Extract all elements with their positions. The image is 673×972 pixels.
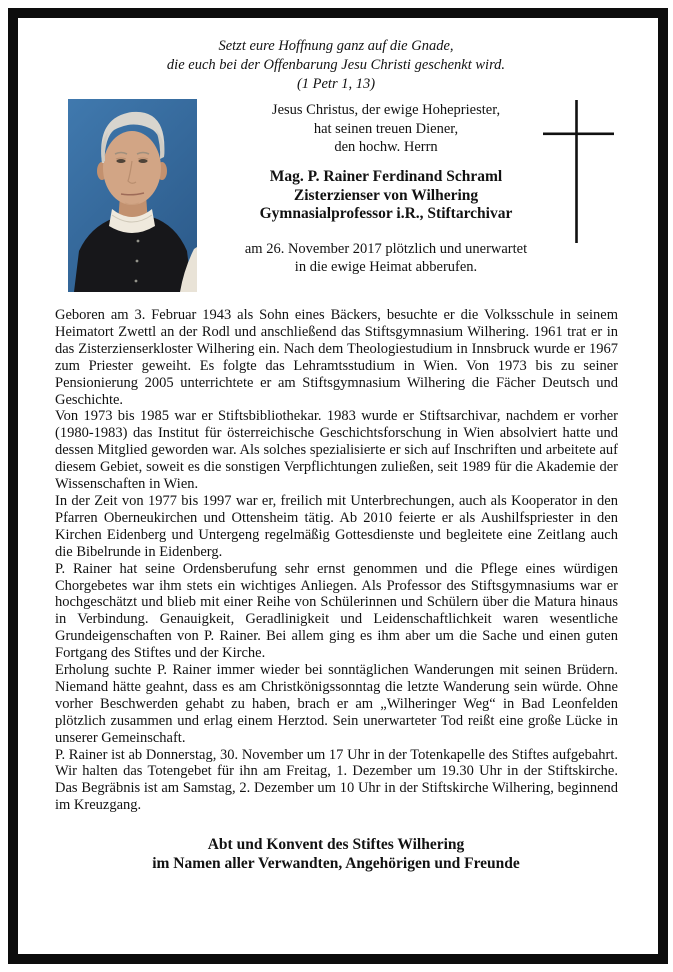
- death-notice: [197, 241, 575, 276]
- portrait-photo: [68, 99, 197, 292]
- intro-line: Jesus Christus, der ewige Hohepriester,: [271, 102, 501, 118]
- scripture-quote-line: die euch bei der Offenbarung Jesu Christi geschenkt wird.: [166, 57, 506, 73]
- death-notice-line: am 26. November 2017 plötzlich und unerwartet: [244, 241, 528, 257]
- header-text-column: [197, 0, 575, 300]
- obituary-text: [55, 307, 618, 814]
- deceased-title: Gymnasialprofessor i.R., Stiftarchivar: [259, 205, 513, 222]
- deceased-name: Mag. P. Rainer Ferdinand Schraml: [269, 168, 503, 185]
- intro-line: hat seinen treuen Diener,: [313, 120, 459, 137]
- obituary-paragraph: Erholung suchte P. Rainer immer wieder bei sonntäglichen Wanderungen mit seinen Brüdern. Niemand hätte geahnt, dass es am Christkönigssonntag die letzte Wanderung sein würde. Ohne vorher Beschwerden gehabt zu haben, brach er am „Wilheringer Weg“ in Bad Leonfelden plötzlich zusammen und erlag einem Herztod. Sein unerwarteter Tod reißt eine große Lücke in unserer Gemeinschaft.: [55, 662, 618, 746]
- closing-signature: [6, 836, 666, 873]
- obituary-paragraph: Geboren am 3. Februar 1943 als Sohn eines Bäckers, besuchte er die Volksschule in seinem Heimatort Zwettl an der Rodl und anschließend das Stiftsgymnasium Wilhering. 1961 trat er in das Zisterzienserkloster Wilhering ein. Nach dem Theologiestudium in Innsbruck wurde er 1967 zum Priester geweiht. Es folgte das Lehramtsstudium in Wien. Von 1973 bis zu seiner Pensionierung 2005 unterrichtete er am Stiftsgymnasium Wilhering die Fächer Deutsch und Geschichte.: [55, 307, 618, 408]
- closing-line: Abt und Konvent des Stiftes Wilhering: [207, 836, 465, 853]
- cross-icon: [540, 98, 618, 248]
- deceased-order: Zisterzienser von Wilhering: [293, 186, 479, 204]
- intro-line: den hochw. Herrn: [334, 139, 438, 155]
- scripture-quote-line: Setzt eure Hoffnung ganz auf die Gnade,: [218, 38, 454, 54]
- closing-line: im Namen aller Verwandten, Angehörigen und Freunde: [152, 854, 520, 872]
- obituary-paragraph: P. Rainer ist ab Donnerstag, 30. November um 17 Uhr in der Totenkapelle des Stiftes aufgebahrt. Wir halten das Totengebet für ihn am Freitag, 1. Dezember um 19.30 Uhr in der Stiftskirche. Das Begräbnis ist am Samstag, 2. Dezember um 10 Uhr in der Stiftskirche Wilhering, beginnend im Kreuzgang.: [55, 746, 618, 814]
- intro-text: [197, 101, 575, 157]
- scripture-quote-reference: (1 Petr 1, 13): [296, 76, 376, 92]
- obituary-paragraph: Von 1973 bis 1985 war er Stiftsbibliothekar. 1983 wurde er Stiftsarchivar, nachdem er vorher (1980-1983) das Institut für österreichische Geschichtsforschung in Wien absolviert hatte und dessen Mitglied geworden war. Als solches spezialisierte er sich auf Inschriften und arbeitete auf diesem Gebiet, soweit es die sonstigen Verpflichtungen zuließen, seit 1989 für die Akademie der Wissenschaften in Wien.: [55, 408, 618, 493]
- obituary-paragraph: In der Zeit von 1977 bis 1997 war er, freilich mit Unterbrechungen, auch als Kooperator in den Pfarren Oberneukirchen und Ottensheim tätig. Ab 2010 feierte er als Aushilfspriester in den Kirchen Eidenberg und Untergeng regelmäßig Gottesdienste und begleitete eine Zeitlang auch die Bibelrunde in Eidenberg.: [55, 492, 618, 560]
- obituary-paragraph: P. Rainer hat seine Ordensberufung sehr ernst genommen und die Pflege eines würdigen Chorgebetes war ihm stets ein wichtiges Anliegen. Als Professor des Stiftsgymnasiums war er hochgeschätzt und blieb mit einer Reihe von Schülerinnen und Schülern über die Matura hinaus in Verbindung. Genauigkeit, Geradlinigkeit und Leidenschaftlichkeit waren wesentliche Grundeigenschaften von P. Rainer. Bei allem ging es ihm aber um die Sache und einen guten Fortgang des Stiftes und der Kirche.: [55, 560, 618, 662]
- deceased-name-block: [197, 168, 575, 224]
- death-notice-line: in die ewige Heimat abberufen.: [294, 258, 478, 275]
